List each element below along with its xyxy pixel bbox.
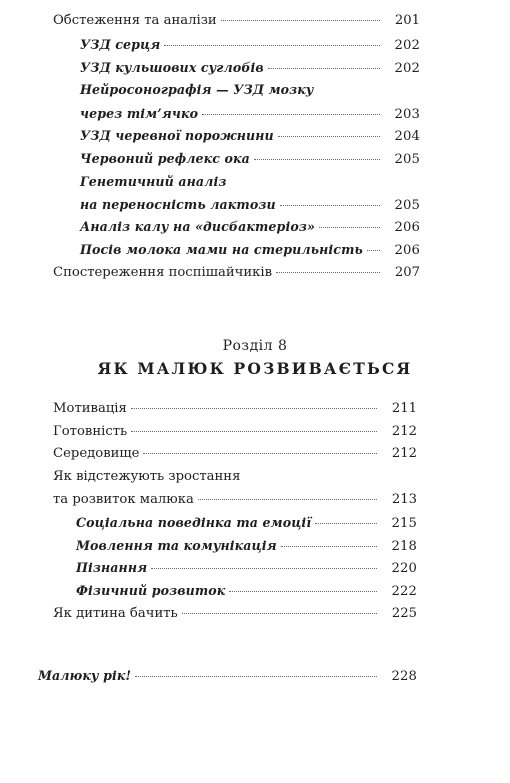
dot-leader	[131, 431, 377, 432]
toc-entry-page: 220	[391, 561, 417, 576]
toc-entry-title: Обстеження та аналізи	[53, 13, 217, 28]
toc-final-entry	[38, 668, 417, 685]
dot-leader	[281, 546, 377, 547]
toc-entry-title: Фізичний розвиток	[76, 583, 226, 598]
toc-entry-page: 222	[391, 584, 417, 599]
toc-subentry	[80, 242, 420, 259]
toc-entry-title: Соціальна поведінка та емоції	[76, 515, 312, 530]
toc-entry-page: 212	[391, 446, 417, 461]
dot-leader	[221, 20, 380, 21]
dot-leader	[131, 408, 377, 409]
toc-entry-title: УЗД кульшових суглобів	[80, 60, 264, 75]
dot-leader	[254, 159, 380, 160]
toc-entry-title: Посів молока мами на стерильність	[80, 242, 363, 257]
toc-entry-page: 201	[394, 13, 420, 28]
toc-subentry	[76, 538, 417, 555]
dot-leader	[278, 136, 380, 137]
toc-subentry	[76, 515, 417, 532]
toc-entry-page: 204	[394, 129, 420, 144]
dot-leader	[182, 613, 377, 614]
dot-leader	[164, 45, 380, 46]
toc-entry-page: 213	[391, 492, 417, 507]
toc-subentry	[80, 197, 420, 214]
dot-leader	[198, 499, 377, 500]
toc-entry-title: Середовище	[53, 446, 140, 461]
dot-leader	[202, 114, 380, 115]
chapter-label: Розділ 8	[222, 338, 288, 354]
toc-entry-page: 215	[391, 516, 417, 531]
toc-subentry	[80, 60, 420, 77]
toc-entry-title: УЗД черевної порожнини	[80, 128, 274, 143]
toc-subentry-line: Нейросонографія — УЗД мозку	[80, 82, 314, 97]
toc-entry-title: Аналіз калу на «дисбактеріоз»	[80, 219, 315, 234]
toc-entry	[53, 492, 417, 508]
dot-leader	[315, 523, 377, 524]
toc-entry	[53, 424, 417, 440]
toc-entry-page: 206	[394, 243, 420, 258]
toc-entry-page: 202	[394, 61, 420, 76]
toc-entry-page: 212	[391, 424, 417, 439]
toc-entry	[53, 13, 420, 29]
toc-entry	[53, 401, 417, 417]
toc-entry-title: УЗД серця	[80, 37, 161, 52]
toc-entry-page: 206	[394, 220, 420, 235]
toc-entry-page: 228	[391, 669, 417, 684]
toc-entry-title: Мотивація	[53, 401, 127, 416]
toc-subentry-line: Генетичний аналіз	[80, 174, 227, 189]
toc-entry-title: Спостереження поспішайчиків	[53, 265, 273, 280]
toc-entry-title: на переносність лактози	[80, 197, 276, 212]
toc-entry-page: 205	[394, 198, 420, 213]
dot-leader	[268, 68, 380, 69]
toc-subentry	[80, 106, 420, 123]
toc-entry-title: Готовність	[53, 424, 128, 439]
toc-entry-title: Червоний рефлекс ока	[80, 151, 250, 166]
dot-leader	[280, 205, 380, 206]
toc-entry-page: 205	[394, 152, 420, 167]
toc-entry-title: та розвиток малюка	[53, 492, 194, 507]
toc-subentry	[80, 151, 420, 168]
toc-subentry	[80, 37, 420, 54]
toc-entry	[53, 446, 417, 462]
toc-entry-page: 218	[391, 539, 417, 554]
toc-entry-title: Мовлення та комунікація	[76, 538, 277, 553]
toc-entry-title: Малюку рік!	[38, 668, 132, 683]
toc-subentry	[76, 560, 417, 577]
toc-subentry	[80, 219, 420, 236]
toc-entry-title: Пізнання	[76, 560, 148, 575]
toc-entry-line: Як відстежують зростання	[53, 469, 241, 484]
toc-subentry	[76, 583, 417, 600]
toc-entry-page: 202	[394, 38, 420, 53]
toc-entry-title: Як дитина бачить	[53, 606, 178, 621]
dot-leader	[151, 568, 377, 569]
toc-entry	[53, 606, 417, 622]
toc-entry-title: через тім’ячко	[80, 106, 199, 121]
toc-entry-page: 225	[391, 606, 417, 621]
dot-leader	[135, 676, 377, 677]
dot-leader	[319, 227, 380, 228]
toc-entry-page: 211	[391, 401, 417, 416]
toc-subentry	[80, 128, 420, 145]
dot-leader	[229, 591, 377, 592]
toc-entry	[53, 265, 420, 281]
dot-leader	[143, 453, 377, 454]
chapter-title: ЯК МАЛЮК РОЗВИВАЄТЬСЯ	[97, 359, 413, 378]
dot-leader	[367, 250, 380, 251]
toc-entry-page: 203	[394, 107, 420, 122]
toc-entry-page: 207	[394, 265, 420, 280]
dot-leader	[276, 272, 380, 273]
